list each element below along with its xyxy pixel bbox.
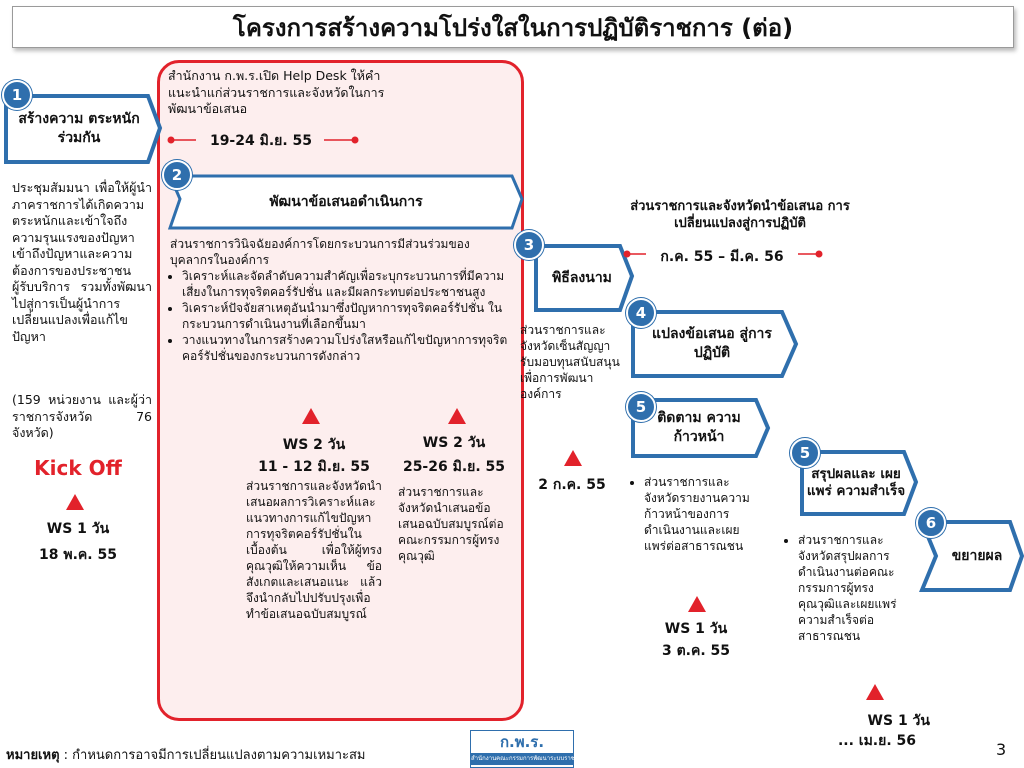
ws1a-label: WS 1 วัน	[46, 521, 110, 537]
summary-description	[788, 532, 910, 644]
helpdesk-text: สำนักงาน ก.พ.ร.เปิด Help Desk ให้คำแนะนำแก่ส่วนราชการและจังหวัดในการพัฒนาข้อเสนอ	[168, 68, 385, 116]
stage1-participants: (159 หน่วยงาน และผู้ว่าราชการจังหวัด 76 จังหวัด)	[12, 392, 152, 440]
stage4-number-badge: 4	[626, 298, 656, 328]
stage5b-number-badge: 5	[790, 438, 820, 468]
stage2-bullet-list	[170, 268, 512, 364]
stage1-label: สร้างความ ตระหนักร่วมกัน	[18, 111, 140, 146]
ws2a-label: WS 2 วัน	[282, 437, 346, 453]
ws1a-date: 18 พ.ค. 55	[39, 547, 117, 563]
footnote-label: หมายเหตุ	[6, 748, 60, 763]
stage3-date: 2 ก.ค. 55	[538, 477, 606, 493]
ws2b-description: ส่วนราชการและจังหวัดนำเสนอข้อเสนอฉบับสมบูรณ์ต่อคณะกรรมการผู้ทรงคุณวุฒิ	[398, 485, 504, 563]
stage2-bullet: • วางแนวทางในการสร้างความโปร่งใสหรือแก้ไขปัญหาการทุจริตคอร์รัปชั่นของกระบวนการดังกล่าว	[182, 332, 512, 364]
kickoff-marker-icon	[66, 494, 84, 510]
implement-text: ส่วนราชการและจังหวัดนำข้อเสนอ การเปลี่ยนแปลงสู่การปฏิบัติ	[630, 199, 850, 231]
ws2b-marker-icon	[448, 408, 466, 424]
stage3-label: พิธีลงนาม	[552, 269, 612, 286]
stage5a-label: ติดตาม ความก้าวหน้า	[657, 410, 741, 445]
footnote-text: : กำหนดการอาจมีการเปลี่ยนแปลงตามความเหมาะสม	[63, 748, 366, 763]
stage4-label: แปลงข้อเสนอ สู่การปฏิบัติ	[652, 326, 772, 361]
summary-bullet: • ส่วนราชการและจังหวัดสรุปผลการดำเนินงานต่อคณะกรรมการผู้ทรงคุณวุฒิและเผยแพร่ความสำเร็จต่อสาธารณชน	[798, 532, 910, 644]
footnote	[6, 744, 366, 765]
stage6-number-badge: 6	[916, 508, 946, 538]
ws1b-marker-icon	[688, 596, 706, 612]
stage5a-number-badge: 5	[626, 392, 656, 422]
ws1c-date: ... เม.ย. 56	[837, 733, 916, 749]
ws1c-marker-icon	[866, 684, 884, 700]
stage2-bullet: • วิเคราะห์ปัจจัยสาเหตุอันนำมาซึ่งปัญหาการทุจริตคอร์รัปชั่น ในกระบวนการดำเนินงานที่เลือกขึ้นมา	[182, 300, 512, 332]
page-number: 3	[996, 740, 1007, 759]
stage2-number-badge: 2	[162, 160, 192, 190]
page-title: โครงการสร้างความโปร่งใสในการปฏิบัติราชการ (ต่อ)	[12, 6, 1014, 48]
logo-text: ก.พ.ร.	[499, 733, 545, 751]
stage1-description: ประชุมสัมมนา เพื่อให้ผู้นำภาคราชการได้เกิดความตระหนักและเข้าใจถึงความรุนแรงของปัญหา เข้าถึงปัญหาและความต้องการของประชาชนผู้รับบริการ รวมทั้งพัฒนาไปสู่การเป็นผู้นำการเปลี่ยนแปลงเพื่อแก้ไขปัญหา	[12, 180, 152, 344]
stage2-label: พัฒนาข้อเสนอดำเนินการ	[269, 193, 423, 210]
logo-subtext: สำนักงานคณะกรรมการพัฒนาระบบราชการ	[471, 753, 573, 765]
stage3-marker-icon	[564, 450, 582, 466]
ws1c-label: WS 1 วัน	[867, 713, 930, 729]
ws2a-date: 11 - 12 มิ.ย. 55	[258, 459, 370, 475]
helpdesk-date: 19-24 มิ.ย. 55	[209, 133, 313, 149]
ws2b-label: WS 2 วัน	[422, 435, 486, 451]
kickoff-label: Kick Off	[34, 456, 122, 480]
stage3-number-badge: 3	[514, 230, 544, 260]
stage5b-label: สรุปผลและ เผยแพร่ ความสำเร็จ	[806, 466, 906, 499]
ws2a-marker-icon	[302, 408, 320, 424]
stage3-description: ส่วนราชการและจังหวัดเซ็นสัญญารับมอบทุนสนับสนุนเพื่อการพัฒนาองค์การ	[520, 323, 620, 401]
progress-description	[634, 474, 760, 554]
stage2-bullet: • วิเคราะห์และจัดลำดับความสำคัญเพื่อระบุกระบวนการที่มีความเสี่ยงในการทุจริตคอร์รัปชั่น และมีผลกระทบต่อประชาชนสูง	[182, 268, 512, 300]
stage1-number-badge: 1	[2, 80, 32, 110]
stage6-label: ขยายผล	[951, 547, 1003, 564]
progress-bullet: • ส่วนราชการและจังหวัดรายงานความก้าวหน้าของการดำเนินงานและเผยแพร่ต่อสาธารณชน	[644, 474, 760, 554]
stage2-content	[170, 236, 512, 364]
ws1b-label: WS 1 วัน	[664, 621, 728, 637]
ws1b-date: 3 ต.ค. 55	[661, 643, 731, 659]
ws2a-description: ส่วนราชการและจังหวัดนำเสนอผลการวิเคราะห์และแนวทางการแก้ไขปัญหาการทุจริตคอร์รัปชั่นในเบื้องต้น เพื่อให้ผู้ทรงคุณวุฒิให้ความเห็น ข้อสังเกตและเสนอแนะ แล้วจึงนำกลับไปปรับปรุงเพื่อทำข้อเสนอฉบับสมบูรณ์	[246, 479, 382, 621]
opdc-logo	[470, 730, 586, 768]
ws2b-date: 25-26 มิ.ย. 55	[402, 459, 506, 475]
stage2-intro: ส่วนราชการวินิจฉัยองค์การโดยกระบวนการมีส่วนร่วมของบุคลากรในองค์การ	[170, 237, 470, 267]
implement-date: ก.ค. 55 – มี.ค. 56	[660, 249, 784, 265]
